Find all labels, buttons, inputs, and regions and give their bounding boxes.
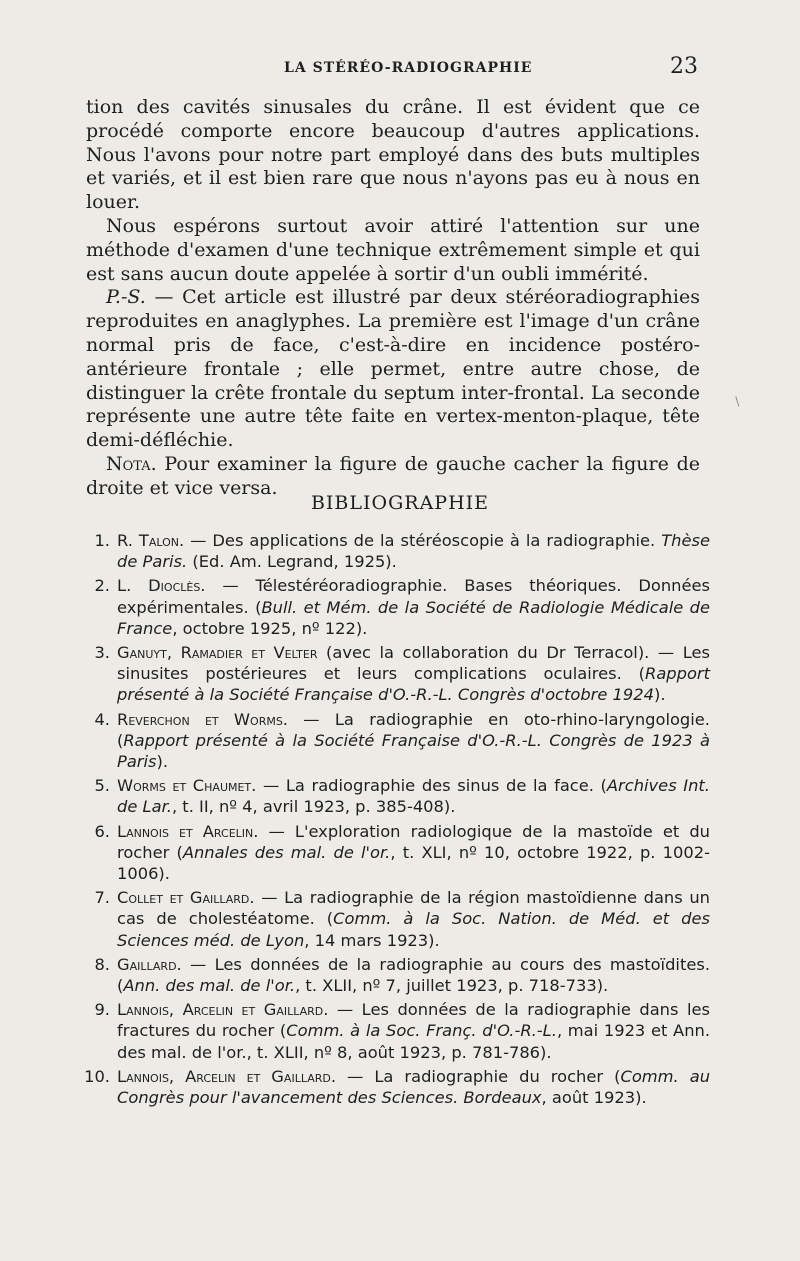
entry-authors: Lannois et Arcelin.: [117, 821, 259, 841]
body-text: [86, 96, 700, 501]
entry-authors: Gaillard.: [117, 954, 182, 974]
entry-number: 1.: [94, 531, 110, 550]
entry-text: — La radiographie du rocher (: [336, 1066, 621, 1086]
entry-authors: Reverchon et Worms.: [117, 709, 288, 729]
entry-number: 10.: [84, 1066, 110, 1086]
entry-details: , mai 1923 et Ann. des mal. de l'or., t. XLII, nº 8, août 1923, p. 781-786).: [117, 1021, 711, 1062]
entry-text: (avec la collaboration du Dr Terracol). — Les sinusites postérieures et leurs complications oculaires. (: [117, 643, 710, 684]
bibliography-entry: [84, 954, 710, 996]
entry-authors: Worms et Chaumet.: [117, 776, 257, 796]
entry-text: — Des applications de la stéréoscopie à la radiographie.: [184, 531, 662, 550]
entry-authors: R. Talon.: [117, 531, 185, 550]
entry-details: , t. XLII, nº 7, juillet 1923, p. 718-733).: [295, 976, 609, 996]
entry-details: , t. II, nº 4, avril 1923, p. 385-408).: [171, 797, 456, 817]
entry-authors: Lannois, Arcelin et Gaillard.: [117, 1000, 329, 1020]
bibliography-list: [84, 530, 710, 1111]
entry-authors: Collet et Gaillard.: [117, 888, 255, 908]
entry-number: 3.: [94, 643, 110, 663]
entry-source: Comm. au Congrès pour l'avancement des Sciences. Bordeaux: [117, 1066, 711, 1108]
bibliography-entry: [84, 821, 710, 885]
entry-text: — L'exploration radiologique de la mastoïde et du rocher (: [117, 821, 710, 862]
entry-number: 6.: [94, 821, 110, 841]
entry-details: , 14 mars 1923).: [304, 930, 440, 950]
nota-label: Nota.: [106, 452, 157, 475]
entry-text: — La radiographie de la région mastoïdienne dans un cas de cholestéatome. (: [117, 888, 710, 929]
entry-details: (Ed. Am. Legrand, 1925).: [187, 552, 397, 572]
entry-text: — Les données de la radiographie dans les fractures du rocher (: [117, 1000, 710, 1041]
entry-number: 7.: [94, 888, 110, 908]
entry-source: Comm. à la Soc. Franç. d'O.-R.-L.: [286, 1021, 557, 1041]
entry-details: ).: [156, 752, 169, 772]
entry-number: 5.: [94, 776, 110, 796]
entry-number: 9.: [94, 1000, 110, 1020]
entry-source: Comm. à la Soc. Nation. de Méd. et des Sciences méd. de Lyon: [117, 909, 710, 950]
entry-authors: Ganuyt, Ramadier et Velter: [117, 643, 318, 663]
entry-text: — Télestéréoradiographie. Bases théoriques. Données expérimentales. (: [117, 576, 711, 617]
bibliography-heading: BIBLIOGRAPHIE: [310, 492, 490, 514]
paragraph-2: Nous espérons surtout avoir attiré l'attention sur une méthode d'examen d'une technique extrêmement simple et qui est sans aucun doute appelée à sortir d'un oubli immérité.: [86, 214, 700, 285]
entry-source: Ann. des mal. de l'or.: [123, 976, 296, 996]
entry-authors: Lannois, Arcelin et Gaillard.: [117, 1066, 337, 1086]
ps-label: P.-S.: [106, 286, 146, 309]
bibliography-entry: [84, 530, 710, 572]
running-title: LA STÉRÉO-RADIOGRAPHIE: [284, 60, 533, 76]
entry-source: Rapport présenté à la Société Française d'O.-R.-L. Congrès d'octobre 1924: [117, 664, 710, 705]
entry-text: — La radiographie des sinus de la face. (: [256, 776, 607, 796]
bibliography-entry: [84, 1066, 710, 1108]
bibliography-entry: [84, 709, 710, 773]
paragraph-1: tion des cavités sinusales du crâne. Il est évident que ce procédé comporte encore beaucoup d'autres applications. Nous l'avons pour notre part employé dans des buts multiples et variés, et il est bien rare que nous n'ayons pas eu à nous en louer.: [86, 96, 700, 214]
entry-source: Thèse de Paris.: [117, 531, 710, 572]
entry-number: 4.: [94, 709, 110, 729]
bibliography-entry: [84, 642, 710, 706]
page-number: 23: [670, 54, 698, 79]
entry-source: Annales des mal. de l'or.: [182, 842, 391, 862]
entry-text: — La radiographie en oto-rhino-laryngologie. (: [117, 709, 710, 750]
bibliography-entry: [84, 575, 710, 639]
entry-source: Bull. et Mém. de la Société de Radiologie Médicale de France: [117, 597, 710, 638]
paragraph-ps: [86, 286, 700, 453]
bibliography-entry: [84, 999, 710, 1063]
entry-source: Archives Int. de Lar.: [117, 776, 710, 817]
entry-details: ).: [654, 685, 666, 705]
entry-text: — Les données de la radiographie au cours des mastoïdites. (: [117, 954, 710, 996]
entry-number: 2.: [94, 576, 110, 596]
bibliography-entry: [84, 775, 710, 817]
entry-source: Rapport présenté à la Société Française d'O.-R.-L. Congrès de 1923 à Paris: [117, 730, 710, 772]
entry-details: , août 1923).: [541, 1088, 647, 1108]
ps-text: — Cet article est illustré par deux stéréoradiographies reproduites en anaglyphes. La première est l'image d'un crâne normal pris de face, c'est-à-dire en incidence postéro-antérieure frontale ; elle permet, entre autre chose, de distinguer la crête frontale du septum inter-frontal. La seconde représente une autre tête faite en vertex-menton-plaque, tête demi-défléchie.: [86, 286, 700, 452]
entry-number: 8.: [94, 954, 110, 974]
bibliography-entry: [84, 887, 710, 951]
entry-authors: L. Dioclès.: [117, 576, 206, 596]
nota-text: Pour examiner la figure de gauche cacher la figure de droite et vice versa.: [86, 452, 700, 499]
margin-mark: ∖: [733, 395, 741, 409]
entry-details: , t. XLI, nº 10, octobre 1922, p. 1002-1006).: [117, 842, 710, 884]
entry-details: , octobre 1925, nº 122).: [172, 618, 368, 638]
